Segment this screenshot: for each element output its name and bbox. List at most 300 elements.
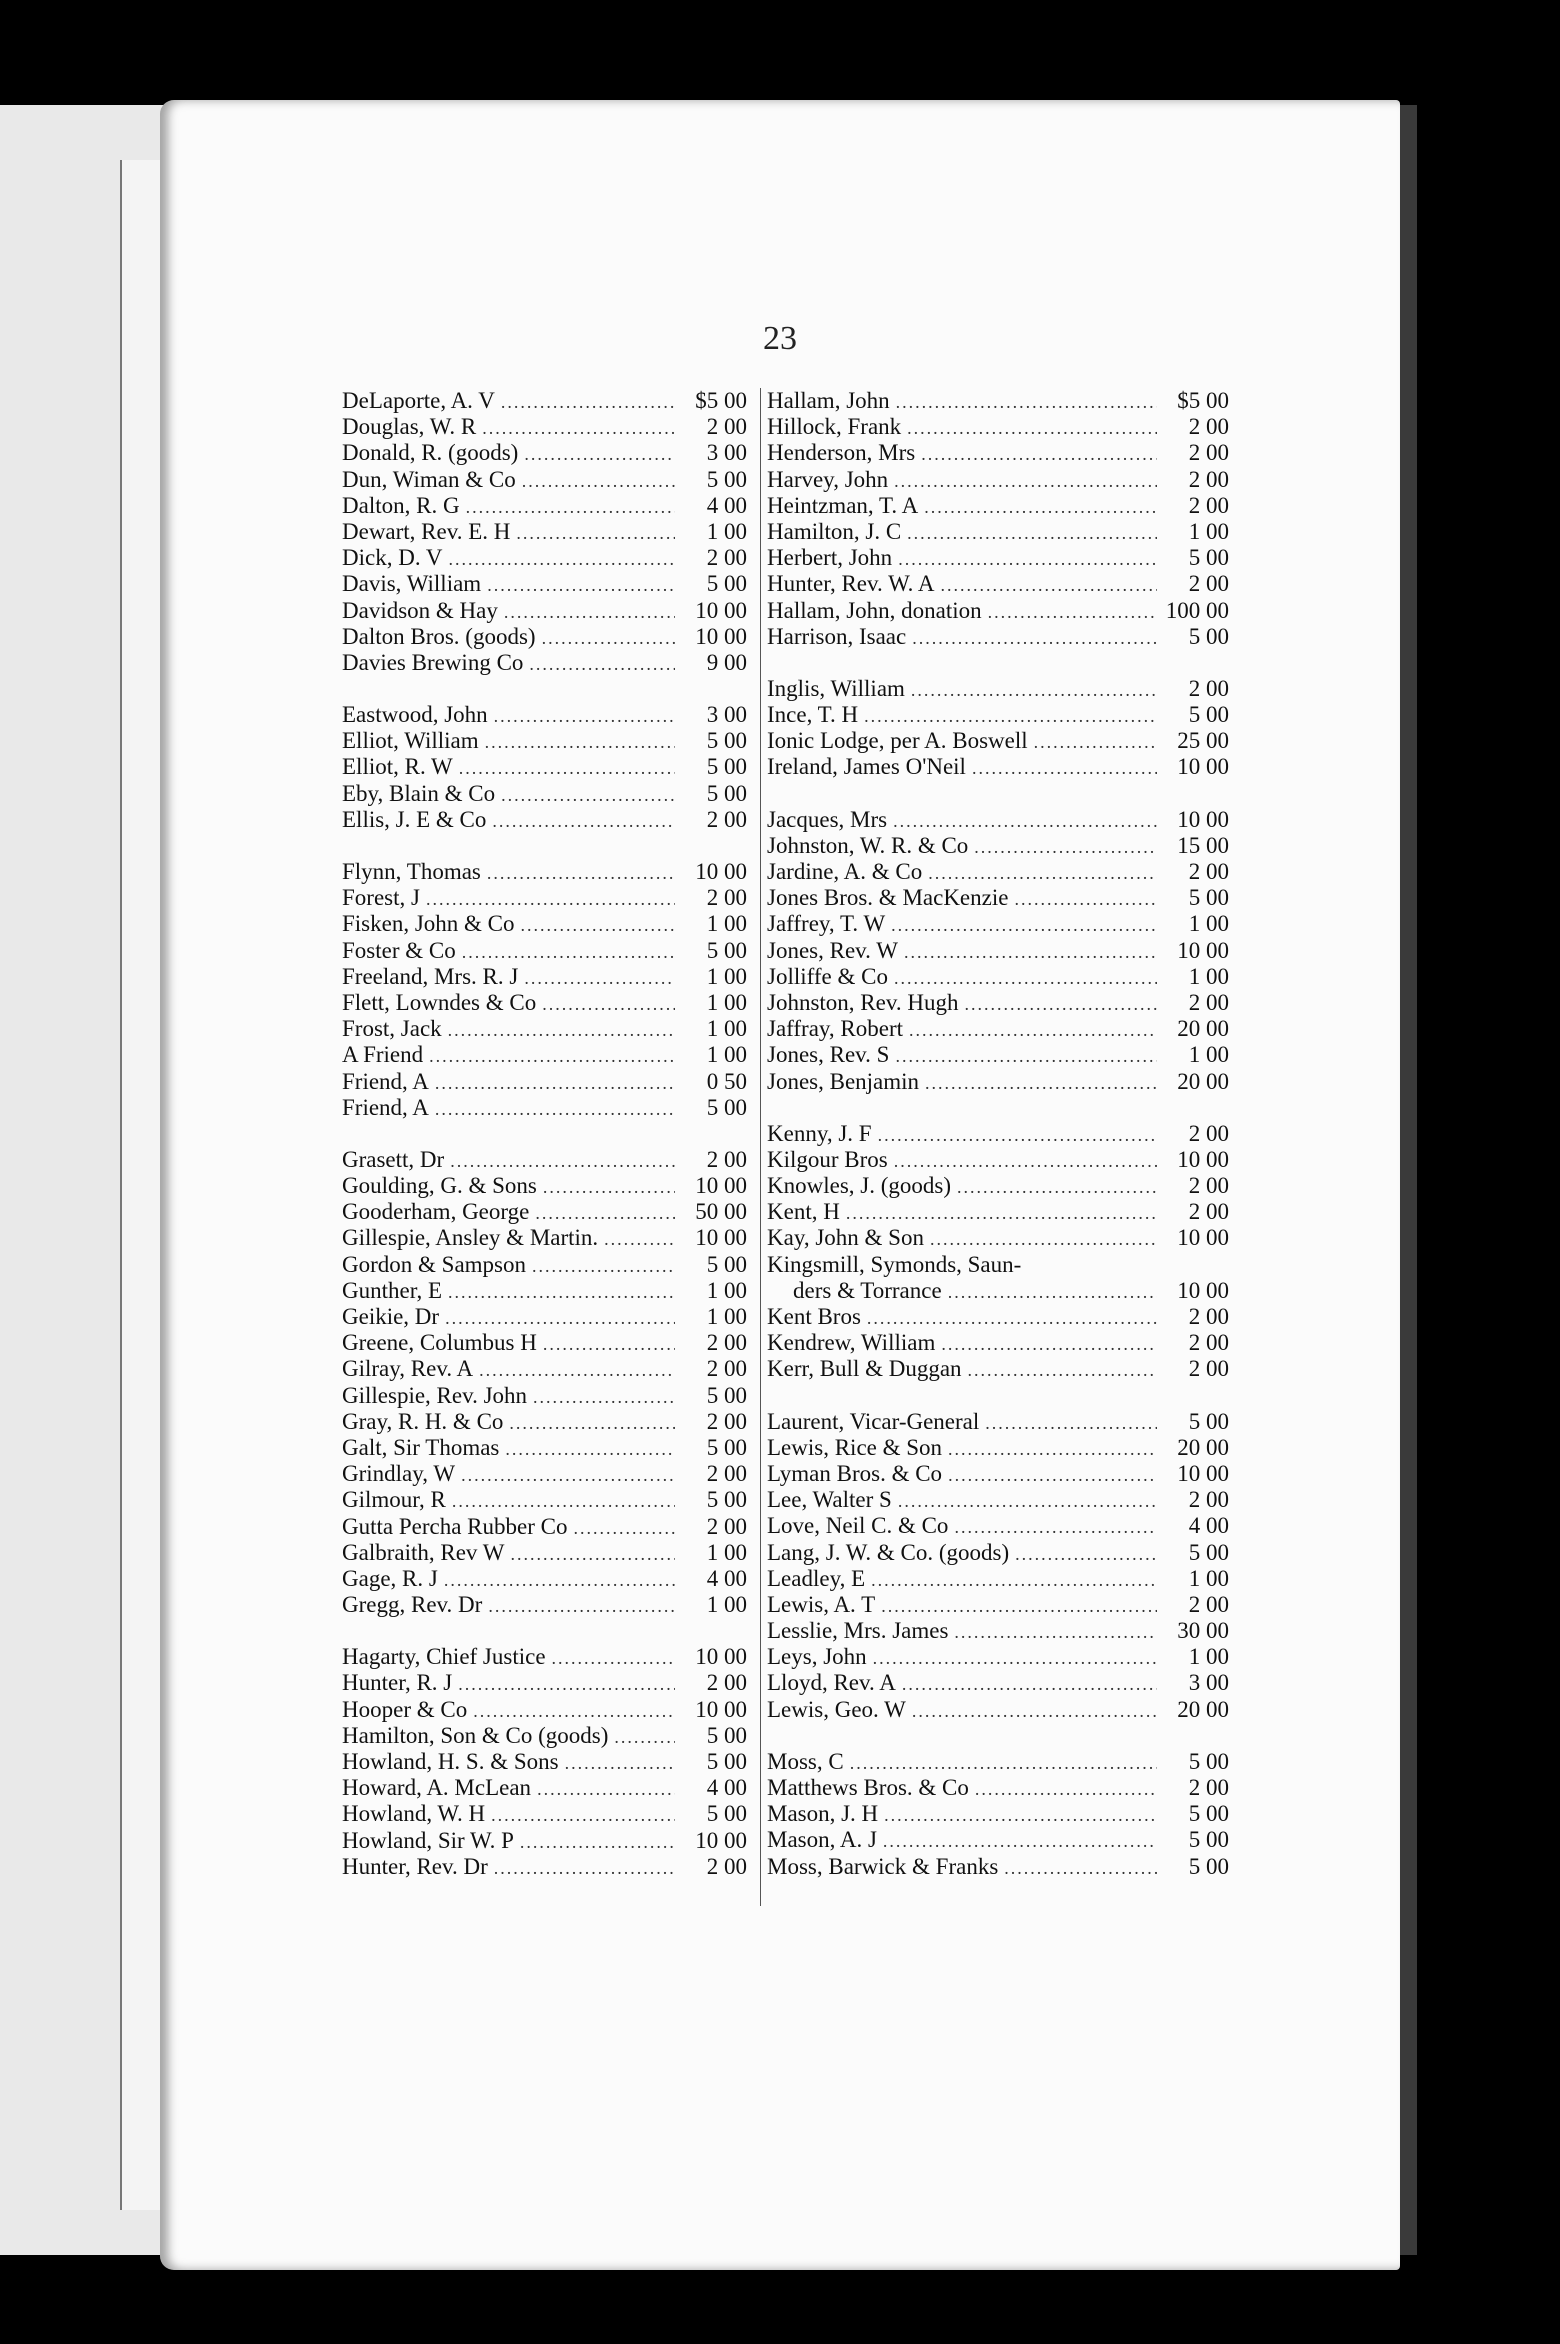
subscriber-name: Lee, Walter S: [767, 1487, 892, 1513]
subscriber-name: Jones, Rev. S: [767, 1042, 890, 1068]
subscriber-row: [767, 1827, 1229, 1853]
subscription-amount: 2 00: [1188, 1775, 1229, 1800]
subscriber-row: [767, 1173, 1229, 1199]
subscriber-row: [767, 1670, 1229, 1696]
leader-dots: [924, 494, 1157, 520]
subscriber-row: [342, 1147, 747, 1173]
leader-dots: [435, 1070, 675, 1096]
subscription-amount: 10 00: [1177, 754, 1229, 780]
subscriber-name: Gillespie, Rev. John: [342, 1382, 528, 1408]
leader-dots: [552, 1645, 675, 1671]
leader-dots: [521, 912, 675, 938]
leader-dots: [894, 468, 1157, 494]
leader-dots: [494, 703, 675, 729]
subscriber-row: [342, 1435, 747, 1461]
subscriber-name: Friend, A: [342, 1068, 429, 1094]
subscriber-row: [342, 467, 747, 493]
subscriber-name: Gillespie, Ansley & Martin.: [342, 1225, 599, 1251]
subscription-amount: 4 00: [706, 1775, 747, 1801]
subscriber-name: Jolliffe & Co: [767, 963, 888, 989]
subscriber-name: Howland, W. H: [342, 1801, 486, 1827]
leader-dots: [1015, 1541, 1157, 1567]
leader-dots: [516, 520, 675, 546]
leader-dots: [878, 1122, 1157, 1148]
subscriber-row: [342, 1278, 747, 1304]
leader-dots: [543, 1331, 675, 1357]
subscriber-row: [342, 781, 747, 807]
leader-dots: [458, 1671, 675, 1697]
subscriber-name: Davidson & Hay: [342, 597, 498, 623]
subscriber-name: Lang, J. W. & Co. (goods): [767, 1539, 1010, 1565]
subscriber-row: [342, 1042, 747, 1068]
subscription-amount: 2 00: [1188, 414, 1229, 440]
subscription-amount: 100 00: [1165, 597, 1229, 623]
subscription-amount: 15 00: [1177, 832, 1229, 858]
subscriber-name: Herbert, John: [767, 545, 893, 571]
subscription-amount: 4 00: [1188, 1513, 1229, 1539]
subscription-amount: 5 00: [706, 1801, 747, 1827]
leader-dots: [928, 860, 1157, 886]
subscription-amount: 2 00: [1188, 1173, 1229, 1199]
leader-dots: [894, 965, 1157, 991]
subscription-amount: 10 00: [695, 1827, 747, 1853]
subscription-amount: 1 00: [706, 1304, 747, 1329]
subscriber-row: [767, 1121, 1229, 1147]
subscriber-name: Ireland, James O'Neil: [767, 754, 966, 780]
leader-dots: [524, 441, 675, 467]
subscriber-name: Eby, Blain & Co: [342, 780, 496, 806]
subscriber-name: Matthews Bros. & Co: [767, 1775, 969, 1800]
subscriber-name: Foster & Co: [342, 937, 456, 963]
subscriber-name: Kenny, J. F: [767, 1120, 872, 1146]
subscriber-name: Lloyd, Rev. A: [767, 1670, 896, 1696]
leader-dots: [509, 1410, 675, 1436]
subscriber-name: Howland, H. S. & Sons: [342, 1749, 559, 1774]
subscriber-name: Flynn, Thomas: [342, 859, 481, 884]
subscription-amount: 5 00: [706, 1722, 747, 1748]
subscriber-name: Moss, C: [767, 1748, 844, 1774]
leader-dots: [491, 1802, 675, 1828]
subscription-amount: 5 00: [1188, 1853, 1229, 1879]
subscription-amount: 10 00: [695, 1696, 747, 1722]
subscriber-name: DeLaporte, A. V: [342, 388, 495, 413]
subscriber-row: [767, 1801, 1229, 1827]
subscriber-name: Inglis, William: [767, 675, 905, 701]
leader-dots: [873, 1645, 1157, 1671]
leader-dots: [909, 1017, 1157, 1043]
subscription-amount: 10 00: [695, 859, 747, 884]
letter-group: [767, 1121, 1229, 1383]
leader-dots: [957, 1174, 1157, 1200]
subscriber-row: [342, 964, 747, 990]
subscriber-name: Ellis, J. E & Co: [342, 806, 487, 832]
subscription-amount: 1 00: [706, 1016, 747, 1042]
leader-dots: [462, 939, 675, 965]
subscription-amount: 20 00: [1177, 1434, 1229, 1460]
leader-dots: [445, 1305, 675, 1331]
subscription-amount: 2 00: [1188, 1356, 1229, 1382]
subscriber-name: Jones Bros. & MacKenzie: [767, 885, 1009, 911]
subscriber-row: [767, 1592, 1229, 1618]
subscriber-row: [767, 807, 1229, 833]
subscriber-row: [342, 1461, 747, 1487]
subscriber-name: Hunter, Rev. Dr: [342, 1853, 488, 1879]
leader-dots: [898, 1488, 1157, 1514]
leader-dots: [501, 389, 675, 415]
subscriber-row: [767, 1199, 1229, 1225]
letter-group: [342, 1147, 747, 1618]
subscriber-name: Hooper & Co: [342, 1696, 468, 1722]
leader-dots: [520, 1829, 675, 1855]
subscription-amount: $5 00: [695, 388, 747, 413]
leader-dots: [972, 755, 1157, 781]
subscription-amount: 1 00: [1188, 1644, 1229, 1670]
subscriber-row: [342, 1697, 747, 1723]
subscriber-row: [342, 1487, 747, 1513]
letter-group: [342, 1644, 747, 1880]
leader-dots: [535, 1200, 675, 1226]
subscription-amount: 1 00: [1188, 963, 1229, 989]
subscription-amount: 1 00: [706, 963, 747, 989]
subscriber-row: [767, 1854, 1229, 1880]
leader-dots: [542, 625, 675, 651]
subscriber-name: Gutta Percha Rubber Co: [342, 1513, 568, 1539]
subscriber-name: Knowles, J. (goods): [767, 1173, 951, 1199]
subscriber-row: [767, 1356, 1229, 1382]
leader-dots: [921, 441, 1157, 467]
letter-group: [767, 807, 1229, 1095]
subscriber-name: Harvey, John: [767, 466, 889, 492]
leader-dots: [904, 939, 1157, 965]
leader-dots: [614, 1724, 675, 1750]
leader-dots: [846, 1200, 1157, 1226]
subscription-amount: 2 00: [706, 1670, 747, 1696]
subscriber-row: [767, 754, 1229, 780]
subscriber-row: [342, 493, 747, 519]
subscriber-row: [767, 624, 1229, 650]
subscription-amount: 5 00: [1188, 1748, 1229, 1774]
subscriber-row: [767, 1487, 1229, 1513]
subscription-amount: 0 50: [706, 1068, 747, 1094]
leader-dots: [449, 546, 675, 572]
leader-dots: [871, 1567, 1157, 1593]
subscriber-name: Eastwood, John: [342, 702, 488, 728]
subscriber-name: Gray, R. H. & Co: [342, 1408, 504, 1434]
leader-dots: [532, 1253, 675, 1279]
subscriber-list-right-column: [760, 388, 1229, 1906]
subscriber-row: [342, 1828, 747, 1854]
page-number: 23: [763, 320, 797, 357]
subscriber-row: [342, 1069, 747, 1095]
subscription-amount: 2 00: [706, 806, 747, 832]
leader-dots: [450, 1148, 675, 1174]
subscriber-row: [767, 1566, 1229, 1592]
subscription-amount: 1 00: [1188, 1565, 1229, 1591]
subscriber-name: Elliot, R. W: [342, 754, 453, 780]
subscriber-row: [767, 990, 1229, 1016]
subscriber-row: [342, 1749, 747, 1775]
subscription-amount: 2 00: [706, 1330, 747, 1356]
subscription-amount: 1 00: [706, 911, 747, 937]
leader-dots: [504, 599, 675, 625]
leader-dots: [911, 677, 1157, 703]
leader-dots: [529, 651, 675, 677]
subscription-amount: 10 00: [1177, 937, 1229, 963]
subscription-amount: 10 00: [1177, 1460, 1229, 1486]
subscriber-row: [767, 1540, 1229, 1566]
subscriber-row: [767, 1461, 1229, 1487]
subscriber-name: Davies Brewing Co: [342, 649, 524, 675]
leader-dots: [501, 782, 675, 808]
subscription-amount: 5 00: [706, 937, 747, 963]
leader-dots: [867, 1305, 1157, 1331]
leader-dots: [524, 965, 675, 991]
subscriber-name: Gilmour, R: [342, 1487, 446, 1513]
subscription-amount: 3 00: [1188, 1670, 1229, 1696]
subscription-amount: 2 00: [1188, 989, 1229, 1015]
subscriber-row: [767, 1304, 1229, 1330]
subscription-amount: 5 00: [706, 728, 747, 754]
leader-dots: [850, 1750, 1157, 1776]
leader-dots: [941, 1331, 1157, 1357]
subscription-amount: 3 00: [706, 702, 747, 728]
subscription-amount: 2 00: [706, 1513, 747, 1539]
subscriber-name: Howland, Sir W. P: [342, 1827, 514, 1853]
subscriber-row: [342, 1540, 747, 1566]
subscriber-name: Flett, Lowndes & Co: [342, 989, 537, 1015]
subscriber-row: [767, 571, 1229, 597]
subscriber-row: [342, 1854, 747, 1880]
subscription-amount: 5 00: [706, 1434, 747, 1460]
subscriber-name: Jones, Rev. W: [767, 937, 898, 963]
leader-dots: [975, 1776, 1157, 1802]
leader-dots: [473, 1698, 675, 1724]
subscription-amount: 5 00: [706, 1251, 747, 1277]
subscriber-name: Frost, Jack: [342, 1016, 442, 1042]
leader-dots: [883, 1828, 1157, 1854]
subscriber-row: [342, 1383, 747, 1409]
subscription-amount: 1 00: [706, 1539, 747, 1565]
subscriber-name: Jacques, Mrs: [767, 806, 888, 832]
subscription-amount: 2 00: [1188, 1120, 1229, 1146]
leader-dots: [1034, 729, 1157, 755]
subscriber-row: [767, 885, 1229, 911]
leader-dots: [893, 808, 1157, 834]
subscription-amount: 30 00: [1177, 1618, 1229, 1644]
subscriber-name: Kilgour Bros: [767, 1146, 888, 1172]
subscriber-row: [342, 728, 747, 754]
subscription-amount: 10 00: [695, 1225, 747, 1251]
subscription-amount: 1 00: [1188, 518, 1229, 544]
subscription-amount: 5 00: [1188, 1408, 1229, 1434]
leader-dots: [510, 1541, 675, 1567]
subscription-amount: 5 00: [706, 780, 747, 806]
subscriber-row: [767, 519, 1229, 545]
subscription-amount: 1 00: [1188, 1042, 1229, 1068]
subscription-amount: 2 00: [706, 1461, 747, 1487]
leader-dots: [505, 1436, 675, 1462]
subscription-amount: 5 00: [706, 1094, 747, 1120]
subscription-amount: 1 00: [706, 518, 747, 544]
subscriber-name: Grasett, Dr: [342, 1146, 445, 1172]
subscriber-name: Mason, J. H: [767, 1801, 879, 1827]
leader-dots: [948, 1279, 1157, 1305]
subscription-amount: 3 00: [706, 440, 747, 466]
subscription-amount: 25 00: [1177, 728, 1229, 754]
subscriber-row: [342, 1644, 747, 1670]
subscription-amount: 10 00: [1177, 806, 1229, 832]
subscriber-name: Heintzman, T. A: [767, 492, 919, 518]
leader-dots: [1004, 1855, 1157, 1881]
subscriber-row: [767, 702, 1229, 728]
subscriber-row: [342, 702, 747, 728]
subscriber-row: [767, 938, 1229, 964]
subscriber-row: [342, 1670, 747, 1696]
letter-group: [767, 1749, 1229, 1880]
subscriber-name: Hamilton, J. C: [767, 518, 902, 544]
subscriber-name: Kerr, Bull & Duggan: [767, 1356, 962, 1382]
subscriber-name: Hamilton, Son & Co (goods): [342, 1722, 609, 1748]
subscriber-name: Hunter, Rev. W. A: [767, 571, 935, 597]
subscriber-row: [767, 911, 1229, 937]
subscriber-name: Dun, Wiman & Co: [342, 466, 516, 492]
subscriber-name: Gooderham, George: [342, 1199, 530, 1225]
subscription-amount: 10 00: [695, 1644, 747, 1670]
subscriber-row: [767, 1278, 1229, 1304]
subscription-amount: 4 00: [706, 492, 747, 518]
leader-dots: [881, 1593, 1157, 1619]
subscriber-name: Dewart, Rev. E. H: [342, 518, 511, 544]
subscriber-name: Hillock, Frank: [767, 414, 902, 440]
leader-dots: [492, 808, 675, 834]
subscriber-row: [342, 1330, 747, 1356]
leader-dots: [864, 703, 1157, 729]
subscriber-name: Laurent, Vicar-General: [767, 1408, 980, 1434]
subscriber-row: [767, 1225, 1229, 1251]
subscriber-name: Ince, T. H: [767, 702, 859, 728]
subscriber-row: [342, 754, 747, 780]
subscriber-row: [342, 388, 747, 414]
subscriber-name: Goulding, G. & Sons: [342, 1173, 537, 1199]
leader-dots: [985, 1410, 1157, 1436]
subscriber-name: Hunter, R. J: [342, 1670, 453, 1696]
leader-dots: [891, 912, 1157, 938]
subscriber-name: Elliot, William: [342, 728, 479, 754]
subscription-amount: 10 00: [1177, 1225, 1229, 1251]
leader-dots: [452, 1488, 675, 1514]
subscription-amount: 2 00: [706, 414, 747, 440]
leader-dots: [912, 625, 1157, 651]
leader-dots: [988, 599, 1157, 625]
subscription-amount: 2 00: [1188, 571, 1229, 597]
leader-dots: [907, 415, 1157, 441]
subscription-amount: 10 00: [1177, 1146, 1229, 1172]
subscriber-name: Hagarty, Chief Justice: [342, 1644, 546, 1670]
subscription-amount: 2 00: [706, 1146, 747, 1172]
subscriber-row: [767, 1644, 1229, 1670]
subscriber-name: Love, Neil C. & Co: [767, 1513, 949, 1539]
subscriber-row: [342, 990, 747, 1016]
leader-dots: [565, 1750, 675, 1776]
subscription-amount: 50 00: [695, 1199, 747, 1225]
subscription-amount: 2 00: [706, 1356, 747, 1382]
leader-dots: [895, 1043, 1157, 1069]
subscriber-row: [767, 414, 1229, 440]
subscription-amount: 2 00: [706, 1853, 747, 1879]
subscriber-row: [342, 1775, 747, 1801]
subscriber-name: Gilray, Rev. A: [342, 1356, 474, 1382]
letter-group: [342, 388, 747, 676]
subscriber-row: [767, 833, 1229, 859]
subscriber-name: Moss, Barwick & Franks: [767, 1853, 999, 1879]
subscriber-row: [767, 1435, 1229, 1461]
leader-dots: [533, 1384, 675, 1410]
subscription-amount: 2 00: [1188, 1591, 1229, 1617]
subscription-amount: 2 00: [1188, 859, 1229, 884]
subscriber-name: Johnston, W. R. & Co: [767, 832, 969, 858]
subscription-amount: 20 00: [1177, 1016, 1229, 1042]
subscription-amount: 2 00: [1188, 675, 1229, 701]
subscription-amount: 5 00: [706, 571, 747, 597]
leader-dots: [426, 886, 675, 912]
subscriber-name: Gordon & Sampson: [342, 1251, 526, 1277]
subscription-amount: 1 00: [1188, 911, 1229, 937]
leader-dots: [487, 860, 675, 886]
subscription-amount: 5 00: [706, 1487, 747, 1513]
subscriber-row: [342, 440, 747, 466]
leader-dots: [898, 546, 1157, 572]
subscriber-row: [767, 1042, 1229, 1068]
subscriber-name: Grindlay, W: [342, 1461, 456, 1487]
subscription-amount: 10 00: [1177, 1277, 1229, 1303]
leader-dots: [941, 572, 1157, 598]
subscription-amount: $5 00: [1177, 388, 1229, 413]
subscriber-name: Gregg, Rev. Dr: [342, 1592, 483, 1618]
subscription-amount: 2 00: [706, 1408, 747, 1434]
subscriber-row: [767, 1409, 1229, 1435]
letter-group: [767, 676, 1229, 781]
subscriber-name: Kay, John & Son: [767, 1225, 924, 1251]
subscriber-row: [767, 1147, 1229, 1173]
subscriber-row: [342, 1566, 747, 1592]
subscriber-name: Lyman Bros. & Co: [767, 1460, 943, 1486]
leader-dots: [912, 1698, 1157, 1724]
subscription-amount: 5 00: [706, 754, 747, 780]
leader-dots: [522, 468, 675, 494]
leader-dots: [1014, 886, 1157, 912]
subscriber-row: [767, 493, 1229, 519]
subscriber-row: [767, 1016, 1229, 1042]
subscriber-name: Galbraith, Rev W: [342, 1539, 505, 1565]
leader-dots: [948, 1462, 1157, 1488]
leader-dots: [542, 991, 675, 1017]
leader-dots: [948, 1436, 1157, 1462]
subscriber-name: Gage, R. J: [342, 1565, 438, 1591]
subscriber-row: [767, 388, 1229, 414]
subscription-amount: 5 00: [1188, 1539, 1229, 1565]
subscriber-name: Mason, A. J: [767, 1827, 877, 1853]
subscriber-name: Lesslie, Mrs. James: [767, 1618, 949, 1644]
subscriber-row: [767, 1749, 1229, 1775]
subscriber-row: [767, 1775, 1229, 1801]
leader-dots: [894, 1148, 1157, 1174]
subscriber-row: [342, 598, 747, 624]
subscription-amount: 4 00: [706, 1565, 747, 1591]
subscriber-name: Davis, William: [342, 571, 482, 597]
subscription-amount: 2 00: [1188, 466, 1229, 492]
subscriber-name: Forest, J: [342, 885, 420, 911]
subscription-amount: 5 00: [706, 1749, 747, 1774]
